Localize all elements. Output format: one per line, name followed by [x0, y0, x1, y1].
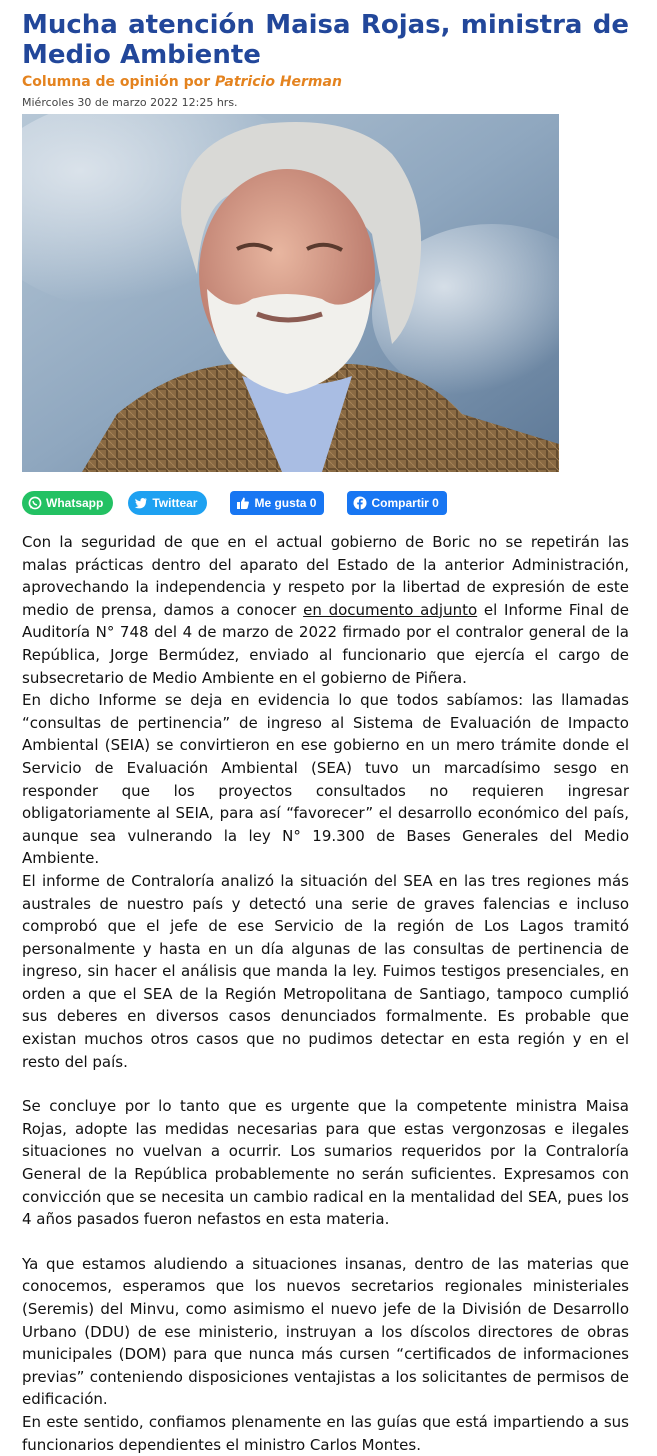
article-title: Mucha atención Maisa Rojas, ministra de Medio Ambiente: [22, 10, 629, 70]
twitter-label: Twittear: [152, 496, 198, 510]
paragraph-1-text-end: el Informe Final de Auditoría N° 748 del 4 de marzo de 2022 firmado por el contralor general de la República, Jorge Bermúdez, enviado al funcionario que ejercía el cargo de subsecretario de Medio Ambiente en el gobierno de Piñera.: [22, 600, 629, 687]
paragraph-3: El informe de Contraloría analizó la situación del SEA en las tres regiones más australes de nuestro país y detectó una serie de graves falencias e incluso comprobó que el jefe de ese Servicio de la región de Los Lagos tramitó personalmente y hasta en un día algunas de las consultas de pertinencia de ingreso, sin hacer el análisis que manda la ley. Fuimos testigos presenciales, en orden a que el SEA de la Región Metropolitana de Santiago, tampoco cumplió sus deberes en diversos casos denunciados formalmente. Es probable que existan muchos otros casos que no pudimos detectar en esta región y en el resto del país.: [22, 871, 629, 1071]
twitter-share-button[interactable]: [128, 491, 207, 515]
whatsapp-share-button[interactable]: [22, 491, 113, 515]
facebook-like-button[interactable]: [230, 491, 324, 515]
attached-document-link[interactable]: en documento adjunto: [303, 600, 478, 619]
paragraph-4: Se concluye por lo tanto que es urgente que la competente ministra Maisa Rojas, adopte las medidas necesarias para que estas vergonzosas e ilegales situaciones no vuelvan a ocurrir. Los sumarios requeridos por la Contraloría General de la República probablemente no serán suficientes. Expresamos con convicción que se necesita un cambio radical en la mentalidad del SEA, pues los 4 años pasados fueron nefastos en esta materia.: [22, 1097, 629, 1229]
byline: [22, 73, 629, 91]
whatsapp-icon: [28, 496, 42, 510]
share-label: Compartir 0: [371, 496, 439, 510]
thumbs-up-icon: [236, 496, 250, 510]
publish-date: Miércoles 30 de marzo 2022 12:25 hrs.: [22, 96, 238, 109]
author-portrait-illustration: [22, 114, 559, 472]
facebook-icon: [353, 496, 367, 510]
paragraph-1-text: Con la seguridad de que en el actual gobierno de Boric no se repetirán las malas prácticas dentro del aparato del Estado de la anterior Administración, aprovechando la independencia y respeto por la libertad de expresión de este medio de prensa, damos a conocer: [22, 533, 629, 619]
whatsapp-label: Whatsapp: [46, 496, 104, 510]
article-body: [22, 531, 629, 1456]
paragraph-1: [22, 531, 629, 689]
paragraph-2: En dicho Informe se deja en evidencia lo que todos sabíamos: las llamadas “consultas de pertinencia” de ingreso al Sistema de Evaluación de Impacto Ambiental (SEIA) se convirtieron en ese gobierno en un mero trámite donde el Servicio de Evaluación Ambiental (SEA) tuvo un marcadísimo sesgo en responder que los proyectos consultados no requieren ingresar obligatoriamente al SEIA, para así “favorecer” el desarrollo económico del país, aunque sea vulnerando la ley N° 19.300 de Bases Generales del Medio Ambiente.: [22, 691, 629, 868]
facebook-share-button[interactable]: [347, 491, 446, 515]
byline-prefix: Columna de opinión por: [22, 74, 216, 90]
share-bar: [22, 490, 629, 516]
author-photo: [22, 114, 559, 472]
paragraph-6: En este sentido, confiamos plenamente en las guías que está impartiendo a sus funcionarios dependientes el ministro Carlos Montes.: [22, 1412, 629, 1454]
twitter-icon: [134, 496, 148, 510]
paragraph-5: Ya que estamos aludiendo a situaciones insanas, dentro de las materias que conocemos, esperamos que los nuevos secretarios regionales ministeriales (Seremis) del Minvu, como asimismo el nuevo jefe de la División de Desarrollo Urbano (DDU) de ese ministerio, instruyan a los díscolos directores de obras municipales (DOM) para que nunca más cursen “certificados de informaciones previas” conteniendo disposiciones ventajistas a los solicitantes de permisos de edificación.: [22, 1254, 629, 1409]
like-label: Me gusta 0: [254, 496, 317, 510]
author-name[interactable]: Patricio Herman: [215, 74, 342, 90]
